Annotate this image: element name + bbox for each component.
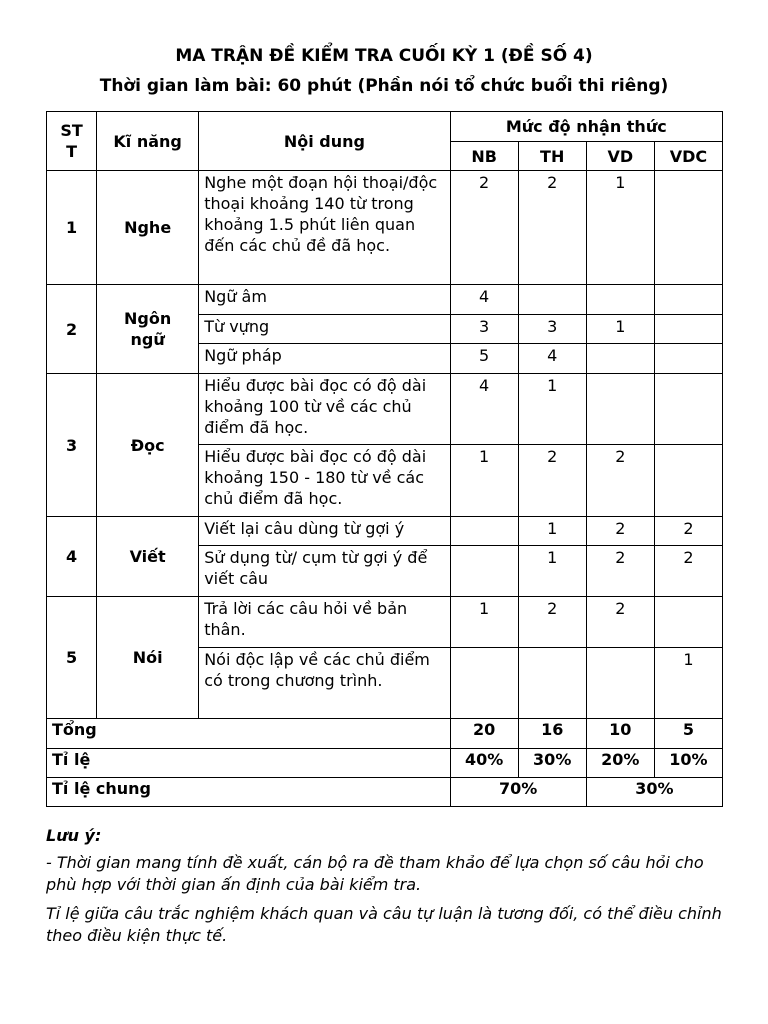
row-content: Ngữ pháp xyxy=(199,344,450,374)
row-skill: Nói xyxy=(97,597,199,719)
header-content: Nội dung xyxy=(199,112,450,171)
cell-vdc: 2 xyxy=(654,546,722,597)
table-row xyxy=(47,171,723,285)
cell-vd: 1 xyxy=(586,171,654,285)
cell-th: 1 xyxy=(518,517,586,546)
row-skill-text: Ngôn ngữ xyxy=(124,309,172,349)
total-vd: 10 xyxy=(586,719,654,749)
ratio-general-high: 30% xyxy=(586,778,722,807)
cell-vdc xyxy=(654,315,722,344)
row-content: Trả lời các câu hỏi về bản thân. xyxy=(199,597,450,648)
total-th: 16 xyxy=(518,719,586,749)
row-skill: Đọc xyxy=(97,374,199,517)
cell-nb: 4 xyxy=(450,374,518,445)
cell-th: 3 xyxy=(518,315,586,344)
cell-vd xyxy=(586,285,654,315)
total-vdc: 5 xyxy=(654,719,722,749)
ratio-vdc: 10% xyxy=(654,749,722,778)
note-line-2: Tỉ lệ giữa câu trắc nghiệm khách quan và câu tự luận là tương đối, có thể điều chỉnh theo điều kiện thực tế. xyxy=(46,904,722,945)
ratio-nb: 40% xyxy=(450,749,518,778)
cell-nb xyxy=(450,648,518,719)
table-row xyxy=(47,374,723,445)
row-stt: 1 xyxy=(47,171,97,285)
exam-matrix-table xyxy=(46,111,723,807)
cell-vdc: 1 xyxy=(654,648,722,719)
cell-th: 1 xyxy=(518,546,586,597)
row-content: Nói độc lập về các chủ điểm có trong chương trình. xyxy=(199,648,450,719)
header-vdc: VDC xyxy=(654,142,722,171)
cell-th: 2 xyxy=(518,445,586,517)
cell-vdc xyxy=(654,344,722,374)
header-cognitive-level: Mức độ nhận thức xyxy=(450,112,722,142)
ratio-vd: 20% xyxy=(586,749,654,778)
cell-vdc: 2 xyxy=(654,517,722,546)
cell-nb xyxy=(450,517,518,546)
cell-nb: 1 xyxy=(450,597,518,648)
row-stt: 5 xyxy=(47,597,97,719)
cell-nb: 1 xyxy=(450,445,518,517)
ratio-row xyxy=(47,749,723,778)
cell-vd: 2 xyxy=(586,517,654,546)
row-content: Ngữ âm xyxy=(199,285,450,315)
header-skill: Kĩ năng xyxy=(97,112,199,171)
header-nb: NB xyxy=(450,142,518,171)
cell-th: 4 xyxy=(518,344,586,374)
total-nb: 20 xyxy=(450,719,518,749)
cell-th xyxy=(518,648,586,719)
cell-vd: 2 xyxy=(586,546,654,597)
cell-nb: 3 xyxy=(450,315,518,344)
ratio-general-row xyxy=(47,778,723,807)
cell-vdc xyxy=(654,445,722,517)
header-vd: VD xyxy=(586,142,654,171)
note-title: Lưu ý: xyxy=(46,826,102,845)
cell-th: 1 xyxy=(518,374,586,445)
table-row xyxy=(47,597,723,648)
cell-vdc xyxy=(654,374,722,445)
cell-th: 2 xyxy=(518,597,586,648)
total-label: Tổng xyxy=(47,719,451,749)
cell-nb: 2 xyxy=(450,171,518,285)
row-skill: Nghe xyxy=(97,171,199,285)
row-stt: 3 xyxy=(47,374,97,517)
row-skill: Viết xyxy=(97,517,199,597)
cell-vd xyxy=(586,374,654,445)
cell-vd: 2 xyxy=(586,597,654,648)
cell-th xyxy=(518,285,586,315)
header-stt-line1: ST xyxy=(60,121,83,140)
cell-vdc xyxy=(654,171,722,285)
row-stt: 2 xyxy=(47,285,97,374)
cell-nb: 4 xyxy=(450,285,518,315)
header-stt xyxy=(47,112,97,171)
ratio-general-low: 70% xyxy=(450,778,586,807)
cell-nb: 5 xyxy=(450,344,518,374)
header-stt-line2: T xyxy=(66,142,77,161)
total-row xyxy=(47,719,723,749)
cell-th: 2 xyxy=(518,171,586,285)
table-row xyxy=(47,285,723,315)
row-content: Hiểu được bài đọc có độ dài khoảng 100 từ về các chủ điểm đã học. xyxy=(199,374,450,445)
row-skill xyxy=(97,285,199,374)
cell-nb xyxy=(450,546,518,597)
row-content: Sử dụng từ/ cụm từ gợi ý để viết câu xyxy=(199,546,450,597)
ratio-label: Tỉ lệ xyxy=(47,749,451,778)
row-content: Từ vựng xyxy=(199,315,450,344)
cell-vd: 2 xyxy=(586,445,654,517)
table-row xyxy=(47,517,723,546)
ratio-general-label: Tỉ lệ chung xyxy=(47,778,451,807)
note-line-1: - Thời gian mang tính đề xuất, cán bộ ra đề tham khảo để lựa chọn số câu hỏi cho phù hợp với thời gian ấn định của bài kiểm tra. xyxy=(46,853,704,894)
header-th: TH xyxy=(518,142,586,171)
cell-vd xyxy=(586,344,654,374)
row-content: Hiểu được bài đọc có độ dài khoảng 150 - 180 từ về các chủ điểm đã học. xyxy=(199,445,450,517)
cell-vd: 1 xyxy=(586,315,654,344)
row-content: Nghe một đoạn hội thoại/độc thoại khoảng 140 từ trong khoảng 1.5 phút liên quan đến các chủ đề đã học. xyxy=(199,171,450,285)
ratio-th: 30% xyxy=(518,749,586,778)
document-subtitle: Thời gian làm bài: 60 phút (Phần nói tổ chức buổi thi riêng) xyxy=(99,76,669,96)
cell-vdc xyxy=(654,597,722,648)
cell-vd xyxy=(586,648,654,719)
row-content: Viết lại câu dùng từ gợi ý xyxy=(199,517,450,546)
row-stt: 4 xyxy=(47,517,97,597)
document-title: MA TRẬN ĐỀ KIỂM TRA CUỐI KỲ 1 (ĐỀ SỐ 4) xyxy=(175,46,593,66)
cell-vdc xyxy=(654,285,722,315)
